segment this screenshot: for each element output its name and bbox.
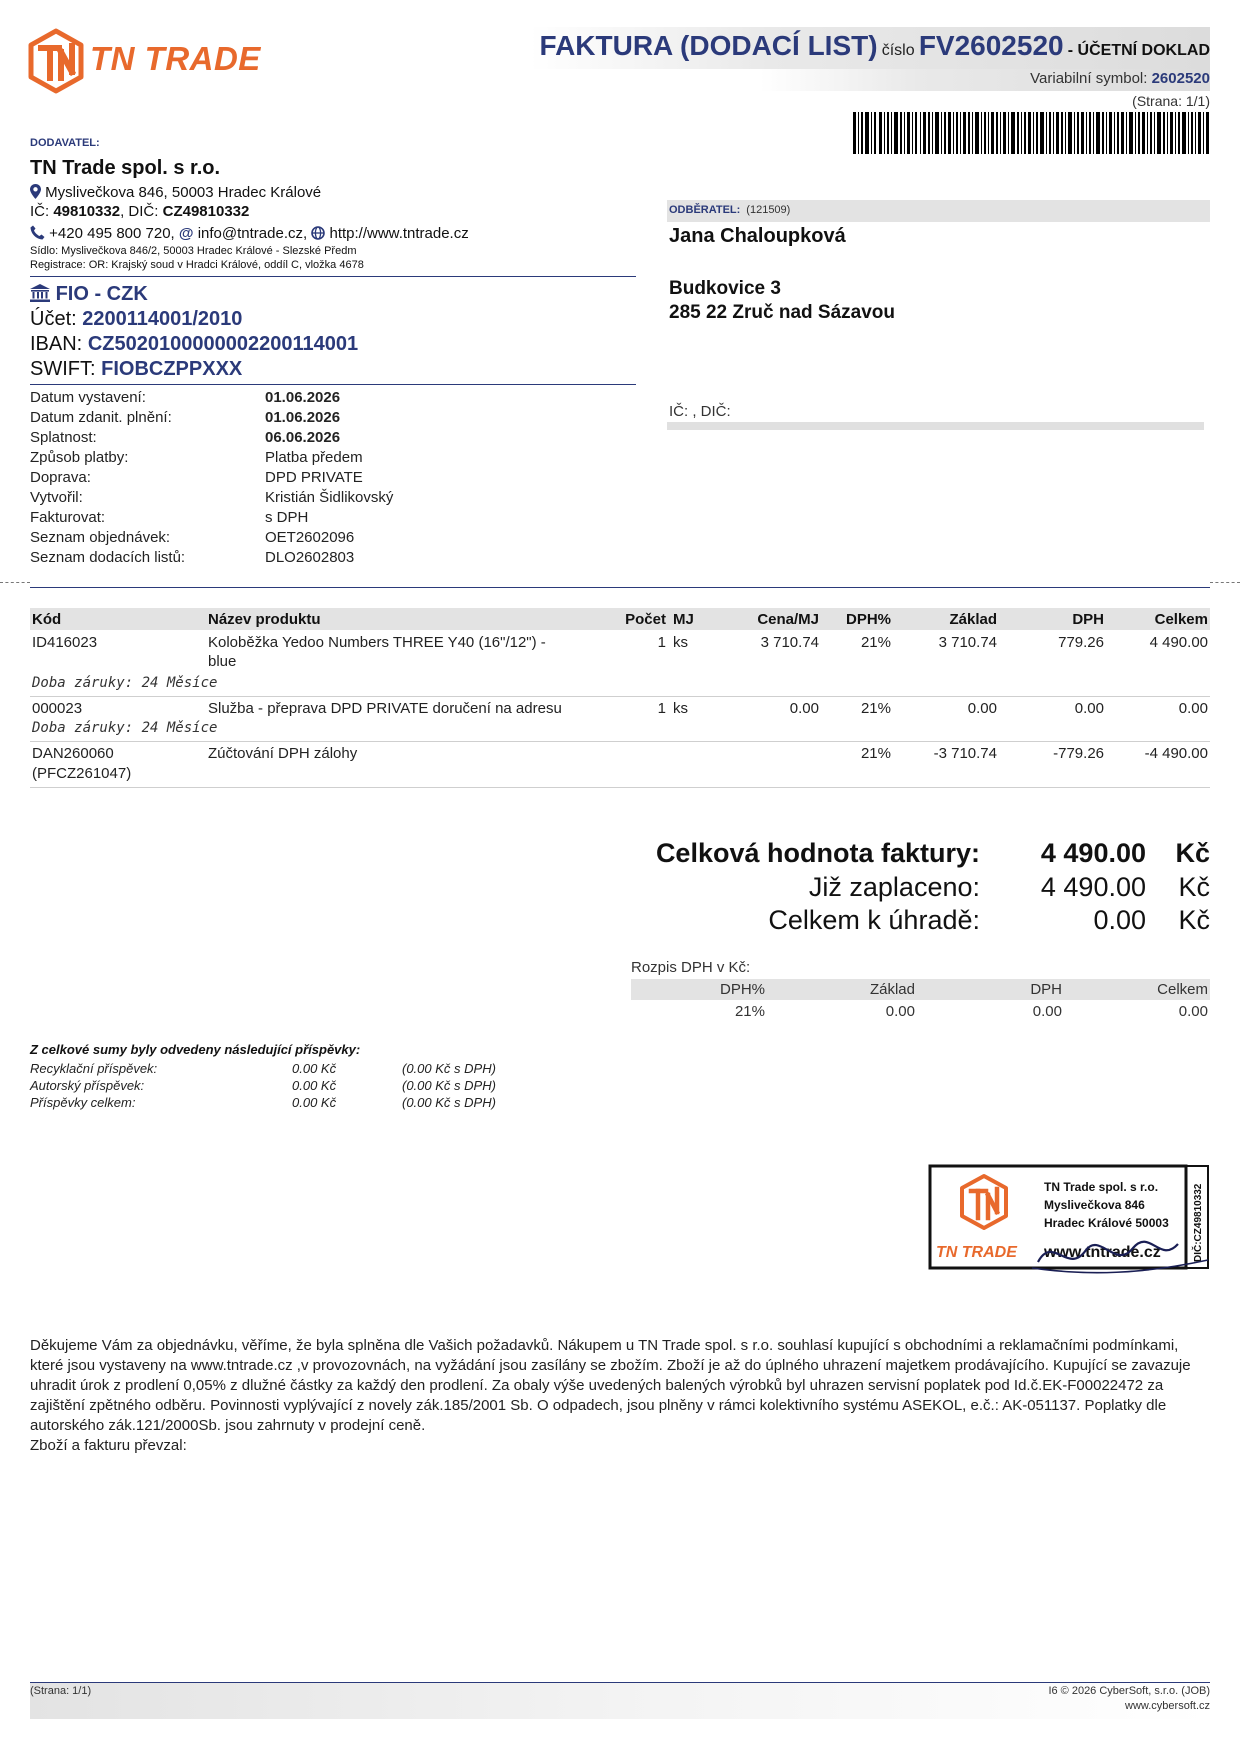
supplier-email[interactable]: info@tntrade.cz, (197, 225, 308, 242)
item-unit: ks (673, 700, 688, 717)
total-value: 4 490.00 (1040, 838, 1146, 868)
bank-account-label: Účet: (30, 308, 77, 330)
vat-base: 0.00 (885, 1003, 915, 1020)
info-row (30, 409, 393, 429)
item-warranty: Doba záruky: 24 Měsíce (32, 675, 218, 691)
paid-currency: Kč (1178, 872, 1210, 902)
supplier-name: TN Trade spol. s r.o. (30, 157, 221, 179)
info-value: 06.06.2026 (265, 429, 341, 446)
item-code: DAN260060 (32, 745, 114, 762)
vat-pct: 21% (734, 1003, 765, 1020)
bank-swift-label: SWIFT: (30, 358, 96, 380)
info-key: Seznam dodacích listů: (30, 549, 186, 566)
item-vat-pct: 21% (860, 700, 891, 717)
item-qty: 1 (657, 634, 666, 651)
info-key: Datum vystavení: (30, 389, 146, 406)
variable-symbol (1030, 70, 1210, 87)
bank-swift-value: FIOBCZPPXXX (101, 358, 243, 380)
footer-copyright: I6 © 2026 CyberSoft, s.r.o. (JOB) (1048, 1685, 1210, 1697)
item-price: 0.00 (789, 700, 819, 717)
paid-value: 4 490.00 (1040, 872, 1146, 902)
vat-total: 0.00 (1178, 1003, 1208, 1020)
phone-icon (30, 225, 45, 240)
info-value: Platba předem (265, 449, 363, 466)
bank-iban (30, 333, 358, 356)
customer-city: 285 22 Zruč nad Sázavou (669, 302, 895, 323)
customer-label (669, 204, 790, 216)
supplier-address-text: Myslivečkova 846, 50003 Hradec Králové (45, 184, 322, 201)
contribution-vat: (0.00 Kč s DPH) (402, 1061, 496, 1076)
vat-col-vat: DPH (1030, 981, 1062, 998)
supplier-contact (30, 225, 469, 242)
info-value: 01.06.2026 (265, 389, 341, 406)
page-indicator: (Strana: 1/1) (1132, 93, 1210, 109)
due-value: 0.00 (1093, 905, 1146, 935)
col-cena: Cena/MJ (757, 611, 819, 628)
info-row (30, 509, 393, 529)
supplier-ids (30, 203, 249, 220)
info-key: Doprava: (30, 469, 91, 486)
customer-name: Jana Chaloupková (669, 225, 846, 247)
item-name: Koloběžka Yedoo Numbers THREE Y40 (16"/12") - (208, 634, 546, 651)
logo-wordmark: TN TRADE (90, 40, 261, 77)
contribution-value: 0.00 Kč (292, 1078, 337, 1093)
customer-ic-dic: IČ: , DIČ: (669, 403, 731, 420)
bank-account (30, 308, 242, 331)
row-separator (30, 696, 1210, 697)
item-total: 0.00 (1178, 700, 1208, 717)
divider (30, 384, 636, 385)
info-row (30, 429, 393, 449)
terms-paragraph: Děkujeme Vám za objednávku, věříme, že byla splněna dle Vašich požadavků. Nákupem u TN Trade spol. s r.o. souhlasí kupující s obchodními a reklamačními podmínkami, které jsou vystaveny na www.tntrade.cz ,v provozovnách, na vyžádání jsou zasílány se zbožím. Zboží je až do úplného uhrazení majetkem prodávajícího. Kupující se zavazuje uhradit úrok z prodlení 0,05% z dlužné částky za každý den prodlení. Za obaly výše uvedených balených výrobků byl uhrazen servisní poplatek pod Id.č.EK-F00022472 za zajištění zpětného odběru. Povinnosti vyplývající z novely zák.185/2001 Sb. O odpadech, jsou plněny v rámci kolektivního systému ASEKOL, e.č.: AK-051137. Poplatky dle autorského zák.121/2000Sb. jsou zahrnuty v prodejní ceně. (30, 1337, 1191, 1434)
vat-summary-title: Rozpis DPH v Kč: (631, 959, 751, 976)
vat-vat: 0.00 (1032, 1003, 1062, 1020)
stamp-line-3: Hradec Králové 50003 (1044, 1216, 1169, 1230)
item-price: 3 710.74 (760, 634, 819, 651)
vat-header-band (631, 979, 1210, 1000)
item-unit: ks (673, 634, 688, 651)
supplier-registration: Registrace: OR: Krajský soud v Hradci Králové, oddíl C, vložka 4678 (30, 259, 364, 271)
paid-label: Již zaplaceno: (808, 872, 980, 902)
supplier-ic: 49810332 (53, 203, 121, 220)
company-stamp (928, 1164, 1210, 1282)
supplier-web[interactable]: http://www.tntrade.cz (329, 225, 469, 242)
supplier-dic: CZ49810332 (162, 203, 250, 220)
info-value: s DPH (265, 509, 309, 526)
info-row (30, 389, 393, 409)
info-value: 01.06.2026 (265, 409, 341, 426)
fold-mark (1210, 582, 1240, 583)
divider (30, 276, 636, 277)
item-vat-pct: 21% (860, 745, 891, 762)
title-suffix: - ÚČETNÍ DOKLAD (1067, 42, 1210, 59)
supplier-label: DODAVATEL: (30, 137, 100, 149)
barcode (853, 112, 1209, 154)
col-mj: MJ (673, 611, 694, 628)
due-label: Celkem k úhradě: (768, 905, 980, 935)
invoice-number: FV2602520 (918, 30, 1064, 61)
col-pocet: Počet (625, 611, 666, 628)
item-code: 000023 (32, 700, 83, 717)
supplier-phone: +420 495 800 720, (49, 225, 175, 242)
col-nazev: Název produktu (208, 611, 321, 628)
vat-col-base: Základ (869, 981, 915, 998)
item-base: 3 710.74 (938, 634, 997, 651)
footer-page: (Strana: 1/1) (30, 1685, 92, 1697)
contribution-vat: (0.00 Kč s DPH) (402, 1078, 496, 1093)
stamp-dic: DIČ:CZ49810332 (1193, 1183, 1204, 1262)
item-qty: 1 (657, 700, 666, 717)
info-key: Splatnost: (30, 429, 97, 446)
bank-name (30, 283, 148, 306)
vs-value: 2602520 (1151, 70, 1210, 87)
bank-iban-value: CZ5020100000002200114001 (87, 333, 359, 355)
bank-icon (30, 284, 50, 302)
due-currency: Kč (1178, 905, 1210, 935)
item-vat: -779.26 (1053, 745, 1104, 762)
at-icon: @ (178, 225, 194, 242)
supplier-dic-label: , DIČ: (120, 203, 159, 220)
supplier-ic-label: IČ: (30, 203, 50, 220)
col-celkem: Celkem (1154, 611, 1208, 628)
supplier-address (30, 184, 321, 201)
bank-iban-label: IBAN: (30, 333, 83, 355)
info-row (30, 469, 393, 489)
info-value: Kristián Šidlikovský (265, 489, 394, 506)
received-by: Zboží a fakturu převzal: (30, 1437, 187, 1454)
item-name: Služba - přeprava DPD PRIVATE doručení na adresu (208, 700, 562, 717)
item-vat: 779.26 (1058, 634, 1104, 651)
info-row (30, 549, 393, 569)
item-total: -4 490.00 (1144, 745, 1208, 762)
contributions-title: Z celkové sumy byly odvedeny následující příspěvky: (30, 1042, 361, 1057)
customer-label-text: ODBĚRATEL: (669, 204, 741, 216)
bank-swift (30, 358, 242, 381)
globe-icon (311, 226, 325, 240)
customer-bottom-bar (667, 422, 1204, 430)
item-base: 0.00 (967, 700, 997, 717)
title-number-label: číslo (881, 42, 915, 59)
stamp-line-1: TN Trade spol. s r.o. (1044, 1180, 1159, 1194)
total-currency: Kč (1175, 838, 1210, 868)
bank-name-text: FIO - CZK (55, 283, 148, 305)
item-vat-pct: 21% (860, 634, 891, 651)
info-value: OET2602096 (265, 529, 355, 546)
items-header-band (30, 608, 1210, 630)
item-warranty: Doba záruky: 24 Měsíce (32, 720, 218, 736)
signature-underline (1032, 1260, 1208, 1273)
customer-street: Budkovice 3 (669, 278, 781, 299)
supplier-seat: Sídlo: Myslivečkova 846/2, 50003 Hradec Králové - Slezské Předm (30, 245, 357, 257)
vat-col-pct: DPH% (719, 981, 765, 998)
item-vat: 0.00 (1074, 700, 1104, 717)
stamp-line-2: Myslivečkova 846 (1044, 1198, 1145, 1212)
info-value: DLO2602803 (265, 549, 355, 566)
info-key: Způsob platby: (30, 449, 129, 466)
col-dph: DPH (1072, 611, 1104, 628)
contribution-label: Recyklační příspěvek: (30, 1061, 158, 1076)
footer-web[interactable]: www.cybersoft.cz (1125, 1700, 1210, 1712)
info-value: DPD PRIVATE (265, 469, 363, 486)
footer-band (30, 1682, 1210, 1719)
row-separator (30, 787, 1210, 788)
invoice-info-table (30, 389, 393, 569)
col-dph-pct: DPH% (845, 611, 891, 628)
row-separator (30, 741, 1210, 742)
info-key: Seznam objednávek: (30, 529, 171, 546)
info-key: Datum zdanit. plnění: (30, 409, 172, 426)
info-row (30, 489, 393, 509)
customer-id: (121509) (746, 204, 791, 216)
vat-col-total: Celkem (1157, 981, 1208, 998)
bank-account-value: 2200114001/2010 (82, 308, 243, 330)
total-label: Celková hodnota faktury: (655, 838, 980, 868)
stamp-brand: TN TRADE (936, 1244, 1017, 1261)
col-kod: Kód (32, 611, 62, 628)
item-base: -3 710.74 (933, 745, 997, 762)
item-code-ref: (PFCZ261047) (32, 765, 132, 782)
title-main: FAKTURA (DODACÍ LIST) (539, 30, 878, 61)
fold-mark (0, 582, 30, 583)
contribution-value: 0.00 Kč (292, 1061, 337, 1076)
document-title (540, 30, 1210, 62)
info-row (30, 449, 393, 469)
contribution-vat: (0.00 Kč s DPH) (402, 1095, 496, 1110)
divider (30, 587, 1210, 588)
stamp-web: www.tntrade.cz (1044, 1244, 1161, 1261)
info-key: Fakturovat: (30, 509, 106, 526)
item-total: 4 490.00 (1149, 634, 1208, 651)
vs-label: Variabilní symbol: (1030, 70, 1148, 87)
contribution-value: 0.00 Kč (292, 1095, 337, 1110)
location-pin-icon (30, 184, 41, 199)
item-name: Zúčtování DPH zálohy (208, 745, 358, 762)
terms-text (30, 1336, 1210, 1456)
col-zaklad: Základ (949, 611, 997, 628)
contribution-label: Autorský příspěvek: (30, 1078, 145, 1093)
contribution-label: Příspěvky celkem: (30, 1095, 136, 1110)
item-name-cont: blue (208, 653, 237, 670)
info-key: Vytvořil: (30, 489, 83, 506)
item-code: ID416023 (32, 634, 98, 651)
info-row (30, 529, 393, 549)
